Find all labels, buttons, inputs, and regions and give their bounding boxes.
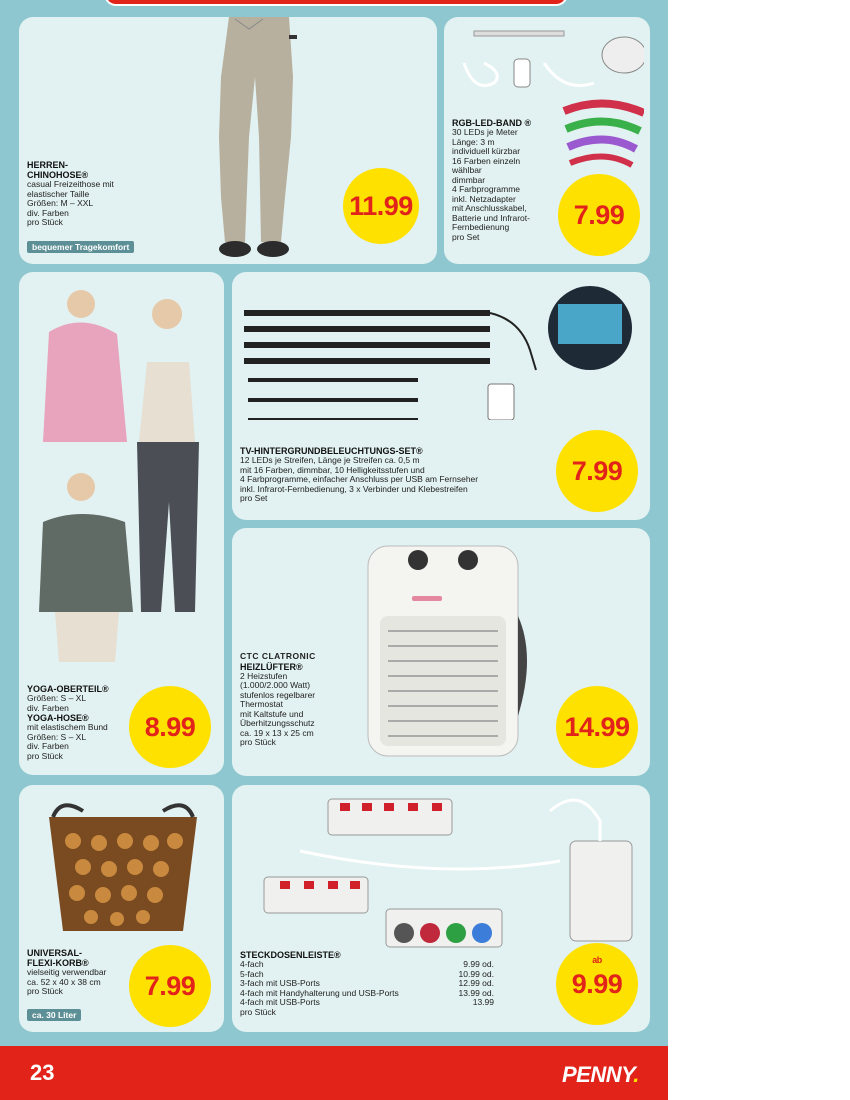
- rgb-line: Batterie und Infrarot-: [452, 212, 530, 223]
- strips-price-prefix: ab: [592, 955, 602, 965]
- yoga-models-image: [29, 282, 219, 662]
- penny-logo[interactable]: [562, 1062, 639, 1088]
- rgb-line: mit Anschlusskabel,: [452, 203, 527, 213]
- power-strips-image: [240, 791, 644, 951]
- rgb-line: 30 LEDs je Meter: [452, 127, 518, 137]
- rgb-line: inkl. Netzadapter: [452, 193, 516, 204]
- card-flexi-basket[interactable]: [19, 785, 224, 1032]
- strip-label: 3-fach mit USB-Ports: [240, 978, 320, 988]
- rgb-title: RGB-LED-BAND ®: [452, 118, 532, 128]
- heater-line: Überhitzungsschutz: [240, 718, 315, 728]
- heater-price: 14.99: [556, 686, 638, 768]
- tv-line: 12 LEDs je Streifen, Länge je Streifen ca. 0,5 m: [240, 455, 420, 465]
- heater-line: ca. 19 x 13 x 25 cm: [240, 727, 314, 738]
- chino-line: casual Freizeithose mit: [27, 179, 114, 189]
- logo-dot: .: [633, 1062, 639, 1087]
- card-power-strips[interactable]: [232, 785, 650, 1032]
- yoga-line: div. Farben: [27, 741, 69, 751]
- tv-line: 4 Farbprogramme, einfacher Anschluss per USB am Fernseher: [240, 474, 479, 484]
- basket-image: [43, 791, 203, 941]
- yoga-line: Größen: S – XL: [27, 731, 87, 742]
- yoga-line: pro Stück: [27, 750, 63, 761]
- strip-label: 5-fach: [240, 968, 264, 979]
- heater-brand: CTC CLATRONIC: [240, 651, 316, 661]
- strip-label: 4-fach mit USB-Ports: [240, 997, 320, 1007]
- heater-line: mit Kaltstufe und: [240, 708, 304, 719]
- rgb-line: 16 Farben einzeln: [452, 155, 521, 166]
- chino-title-2: CHINOHOSE®: [27, 170, 89, 180]
- strip-label: 4-fach mit Handyhalterung und USB-Ports: [240, 987, 399, 998]
- logo-text: PENNY: [562, 1062, 634, 1087]
- basket-line: ca. 52 x 40 x 38 cm: [27, 976, 101, 987]
- strips-title: STECKDOSENLEISTE®: [240, 950, 341, 960]
- strip-row: [240, 960, 494, 970]
- basket-title-1: UNIVERSAL-: [27, 948, 83, 958]
- tv-line: pro Set: [240, 493, 268, 503]
- strips-price: [556, 943, 638, 1025]
- rgb-line: 4 Farbprogramme: [452, 184, 521, 194]
- basket-line: pro Stück: [27, 986, 63, 996]
- yoga-line: div. Farben: [27, 702, 69, 713]
- strips-footer: pro Stück: [240, 1006, 276, 1017]
- chino-line: elastischer Taille: [27, 188, 90, 199]
- rgb-line: wählbar: [452, 165, 482, 175]
- top-red-bar: [104, 0, 568, 6]
- basket-title-2: FLEXI-KORB®: [27, 958, 89, 968]
- heater-image: [358, 536, 538, 768]
- chino-trousers-image: [189, 17, 319, 264]
- chino-price: 11.99: [343, 168, 419, 244]
- strip-label: 4-fach: [240, 959, 264, 969]
- yoga-title-1: YOGA-OBERTEIL®: [27, 684, 109, 694]
- rgb-price: 7.99: [558, 174, 640, 256]
- basket-price: 7.99: [129, 945, 211, 1027]
- tv-title: TV-HINTERGRUNDBELEUCHTUNGS-SET®: [240, 446, 423, 456]
- rgb-line: pro Set: [452, 231, 480, 242]
- card-yoga[interactable]: [19, 272, 224, 775]
- chino-line: pro Stück: [27, 217, 63, 227]
- rgb-line: Fernbedienung: [452, 222, 510, 232]
- rgb-line: individuell kürzbar: [452, 146, 521, 156]
- heater-line: pro Stück: [240, 737, 276, 747]
- tv-price: 7.99: [556, 430, 638, 512]
- heater-title: HEIZLÜFTER®: [240, 661, 303, 672]
- strip-price: 9.99 od.: [463, 959, 494, 969]
- yoga-title-2: YOGA-HOSE®: [27, 713, 89, 723]
- strip-price: 13.99 od.: [458, 987, 494, 998]
- chino-title-1: HERREN-: [27, 160, 69, 170]
- yoga-line: mit elastischem Bund: [27, 722, 108, 732]
- rgb-line: dimmbar: [452, 174, 486, 185]
- card-tv-backlight[interactable]: [232, 272, 650, 520]
- chino-line: Größen: M – XXL: [27, 198, 94, 208]
- basket-line: vielseitig verwendbar: [27, 967, 107, 977]
- basket-badge: ca. 30 Liter: [27, 1009, 81, 1021]
- strips-price-value: 9.99: [571, 968, 623, 999]
- card-rgb-led-band[interactable]: [444, 17, 650, 264]
- strip-price: 10.99 od.: [458, 968, 494, 979]
- heater-line: 2 Heizstufen: [240, 670, 288, 681]
- heater-line: (1.000/2.000 Watt): [240, 680, 311, 690]
- page-number: 23: [30, 1060, 55, 1085]
- rgb-line: Länge: 3 m: [452, 136, 495, 147]
- strip-row: [240, 998, 494, 1008]
- tv-line: mit 16 Farben, dimmbar, 10 Helligkeitsstufen und: [240, 464, 425, 475]
- strip-price: 12.99 od.: [458, 978, 494, 988]
- heater-line: stufenlos regelbarer: [240, 689, 316, 700]
- card-heater[interactable]: [232, 528, 650, 776]
- chino-line: div. Farben: [27, 207, 69, 218]
- card-chinohose[interactable]: [19, 17, 437, 264]
- tv-led-strips-image: [240, 280, 644, 420]
- heater-line: Thermostat: [240, 699, 283, 709]
- tv-line: inkl. Infrarot-Fernbedienung, 3 x Verbinder und Klebestreifen: [240, 483, 468, 494]
- strip-price: 13.99: [472, 997, 494, 1007]
- yoga-line: Größen: S – XL: [27, 693, 87, 703]
- chino-badge: bequemer Tragekomfort: [27, 241, 134, 253]
- yoga-price: 8.99: [129, 686, 211, 768]
